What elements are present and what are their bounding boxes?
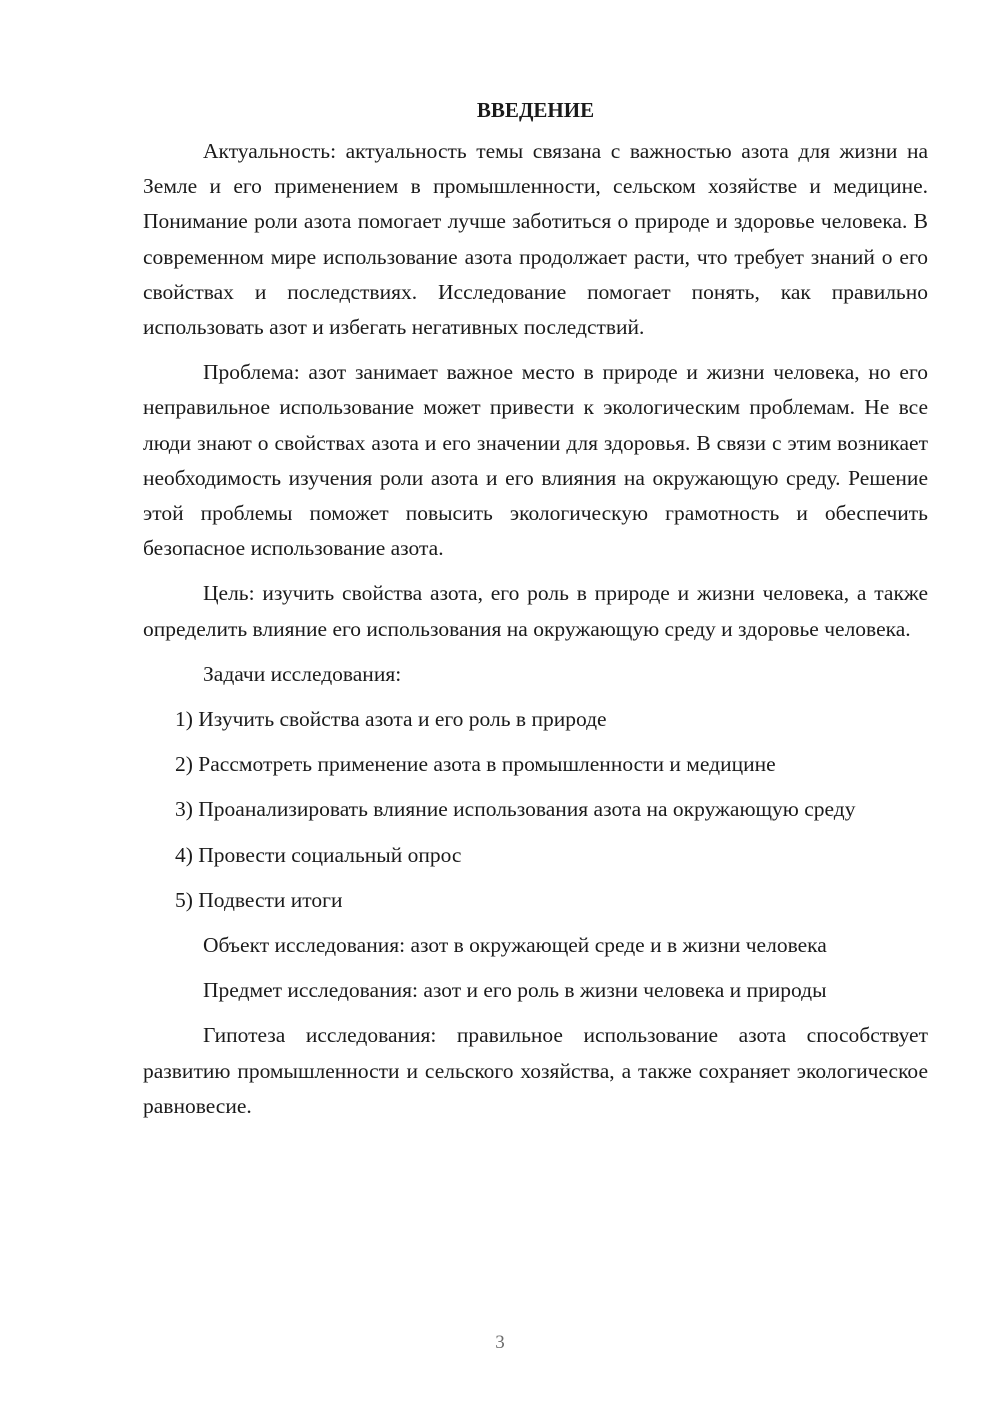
tasks-list: [143, 702, 928, 918]
paragraph-goal: Цель: изучить свойства азота, его роль в природе и жизни человека, а также определить влияние его использования на окружающую среду и здоровье человека.: [143, 581, 928, 641]
paragraph-problem: Проблема: азот занимает важное место в природе и жизни человека, но его неправильное использование может привести к экологическим проблемам. Не все люди знают о свойствах азота и его значении для здоровья. В связи с этим возникает необходимость изучения роли азота и его влияния на окружающую среду. Решение этой проблемы поможет повысить экологическую грамотность и обеспечить безопасное использование азота.: [143, 360, 928, 561]
document-page: [143, 92, 928, 1134]
list-item: 3) Проанализировать влияние использования азота на окружающую среду: [175, 797, 856, 822]
page-title: ВВЕДЕНИЕ: [476, 98, 595, 122]
page-number: 3: [495, 1332, 505, 1353]
paragraph-hypothesis: Гипотеза исследования: правильное использование азота способствует развитию промышленности и сельского хозяйства, а также сохраняет экологическое равновесие.: [143, 1023, 928, 1118]
paragraph-relevance: Актуальность: актуальность темы связана с важностью азота для жизни на Земле и его применением в промышленности, сельском хозяйстве и медицине. Понимание роли азота помогает лучше заботиться о природе и здоровье человека. В современном мире использование азота продолжает расти, что требует знаний о его свойствах и последствиях. Исследование помогает понять, как правильно использовать азот и избегать негативных последствий.: [143, 139, 928, 340]
tasks-heading: Задачи исследования:: [203, 661, 402, 686]
list-item: 4) Провести социальный опрос: [175, 842, 462, 867]
paragraph-object: Объект исследования: азот в окружающей среде и в жизни человека: [203, 933, 827, 958]
list-item: 5) Подвести итоги: [175, 887, 343, 912]
list-item: 1) Изучить свойства азота и его роль в природе: [175, 707, 607, 732]
paragraph-subject: Предмет исследования: азот и его роль в жизни человека и природы: [203, 978, 827, 1003]
list-item: 2) Рассмотреть применение азота в промышленности и медицине: [175, 752, 776, 777]
